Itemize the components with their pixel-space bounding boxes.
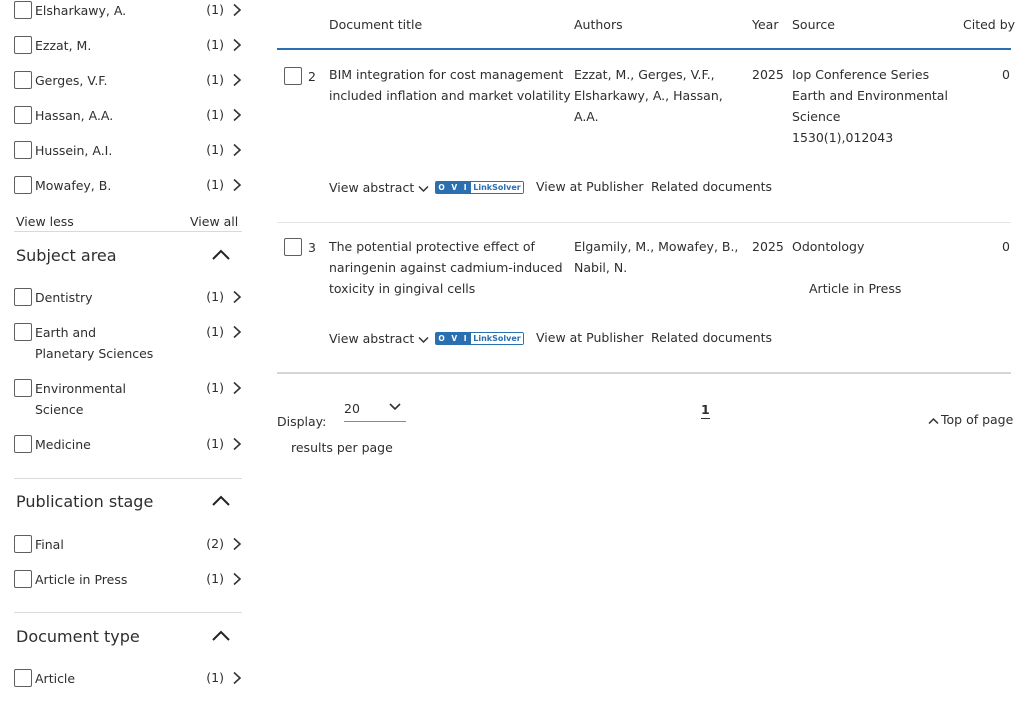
filter-label: Elsharkawy, A. [35, 3, 127, 18]
cited-by-count: 0 [1002, 239, 1010, 254]
year-cell: 2025 [752, 239, 784, 254]
publication-stage-badge: Article in Press [809, 281, 902, 296]
document-title-link[interactable]: naringenin against cadmium-induced [329, 260, 563, 275]
cited-by-count: 0 [1002, 67, 1010, 82]
document-title-link[interactable]: included inflation and market volatility [329, 88, 571, 103]
header-underline [277, 48, 1011, 50]
filter-label: Ezzat, M. [35, 38, 92, 53]
filter-count: (1) [206, 37, 224, 52]
author-text[interactable]: Elsharkawy, A., Hassan, [574, 88, 723, 103]
row-number: 2 [308, 69, 316, 84]
view-abstract-label: View abstract [329, 331, 415, 346]
chevron-up-icon[interactable] [211, 494, 231, 508]
results-per-page-label: results per page [291, 440, 393, 455]
column-header-title[interactable]: Document title [329, 17, 423, 32]
row-checkbox[interactable] [284, 67, 302, 85]
filter-checkbox[interactable] [14, 323, 32, 341]
divider [14, 231, 242, 232]
chevron-right-icon[interactable] [231, 178, 243, 192]
column-header-year[interactable]: Year [752, 17, 779, 32]
filter-checkbox[interactable] [14, 141, 32, 159]
filter-count: (1) [206, 670, 224, 685]
year-cell: 2025 [752, 67, 784, 82]
filter-label: Dentistry [35, 290, 93, 305]
ovid-logo: O V I D [436, 333, 471, 344]
table-bottom-divider [277, 372, 1011, 374]
filter-count: (1) [206, 2, 224, 17]
author-text[interactable]: Ezzat, M., Gerges, V.F., [574, 67, 715, 82]
filter-count: (1) [206, 177, 224, 192]
source-text: 1530(1),012043 [792, 130, 894, 145]
filter-count: (1) [206, 380, 224, 395]
chevron-right-icon[interactable] [231, 437, 243, 451]
filter-count: (1) [206, 289, 224, 304]
author-text[interactable]: A.A. [574, 109, 599, 124]
author-text[interactable]: Elgamily, M., Mowafey, B., [574, 239, 739, 254]
results-per-page-select[interactable] [344, 398, 406, 422]
chevron-down-icon [389, 402, 401, 411]
filter-count: (1) [206, 142, 224, 157]
filter-checkbox[interactable] [14, 106, 32, 124]
view-abstract-label: View abstract [329, 180, 415, 195]
filter-checkbox[interactable] [14, 1, 32, 19]
author-text[interactable]: Nabil, N. [574, 260, 628, 275]
filter-label: Hassan, A.A. [35, 108, 114, 123]
display-label: Display: [277, 414, 327, 429]
view-all-link[interactable]: View all [190, 214, 239, 229]
source-text: Earth and Environmental [792, 88, 948, 103]
chevron-right-icon[interactable] [231, 290, 243, 304]
row-checkbox[interactable] [284, 238, 302, 256]
filter-count: (2) [206, 536, 224, 551]
document-title-link[interactable]: toxicity in gingival cells [329, 281, 476, 296]
chevron-right-icon[interactable] [231, 325, 243, 339]
view-abstract-button[interactable] [329, 177, 429, 198]
linksolver-label: LinkSolver [471, 333, 523, 344]
filter-checkbox[interactable] [14, 176, 32, 194]
filter-label: Medicine [35, 437, 91, 452]
filter-count: (1) [206, 324, 224, 339]
ovid-linksolver-button[interactable] [435, 332, 524, 354]
related-documents-link[interactable]: Related documents [651, 330, 773, 345]
filter-label: Science [35, 402, 84, 417]
filter-label: Mowafey, B. [35, 178, 112, 193]
chevron-right-icon[interactable] [231, 108, 243, 122]
linksolver-label: LinkSolver [471, 182, 523, 193]
select-value: 20 [344, 401, 360, 416]
filter-count: (1) [206, 571, 224, 586]
chevron-up-icon[interactable] [211, 248, 231, 262]
filter-label: Hussein, A.I. [35, 143, 113, 158]
related-documents-link[interactable]: Related documents [651, 179, 773, 194]
divider [14, 612, 242, 613]
filter-checkbox[interactable] [14, 71, 32, 89]
filter-label: Earth and [35, 325, 97, 340]
document-title-link[interactable]: BIM integration for cost management [329, 67, 564, 82]
chevron-right-icon[interactable] [231, 671, 243, 685]
filter-label: Planetary Sciences [35, 346, 154, 361]
view-abstract-button[interactable] [329, 328, 429, 349]
chevron-right-icon[interactable] [231, 73, 243, 87]
row-number: 3 [308, 240, 316, 255]
column-header-source[interactable]: Source [792, 17, 835, 32]
source-text: Science [792, 109, 841, 124]
view-at-publisher-link[interactable]: View at Publisher [536, 330, 644, 345]
chevron-right-icon[interactable] [231, 143, 243, 157]
divider [14, 478, 242, 479]
filter-checkbox[interactable] [14, 379, 32, 397]
subject-area-title: Subject area [16, 246, 117, 265]
chevron-right-icon[interactable] [231, 38, 243, 52]
ovid-linksolver-button[interactable] [435, 181, 524, 203]
filter-label: Environmental [35, 381, 126, 396]
filter-count: (1) [206, 436, 224, 451]
chevron-down-icon [418, 185, 429, 193]
chevron-right-icon[interactable] [231, 537, 243, 551]
publication-stage-title: Publication stage [16, 492, 154, 511]
page-number-current[interactable]: 1 [701, 402, 710, 417]
chevron-right-icon[interactable] [231, 572, 243, 586]
top-of-page-label: Top of page [941, 412, 1014, 427]
row-divider [277, 222, 1011, 223]
chevron-right-icon[interactable] [231, 3, 243, 17]
filter-checkbox[interactable] [14, 36, 32, 54]
filter-label: Gerges, V.F. [35, 73, 108, 88]
column-header-authors[interactable]: Authors [574, 17, 623, 32]
filter-checkbox[interactable] [14, 288, 32, 306]
filter-label: Article [35, 671, 76, 686]
source-text: Iop Conference Series [792, 67, 930, 82]
filter-checkbox[interactable] [14, 435, 32, 453]
view-less-link[interactable]: View less [16, 214, 74, 229]
filter-label: Article in Press [35, 572, 128, 587]
filter-checkbox[interactable] [14, 535, 32, 553]
column-header-cited-by[interactable]: Cited by [963, 17, 1016, 32]
document-title-link[interactable]: The potential protective effect of [329, 239, 535, 254]
chevron-up-icon [928, 417, 939, 425]
top-of-page-link[interactable] [928, 409, 1013, 430]
filter-label: Final [35, 537, 64, 552]
chevron-down-icon [418, 336, 429, 344]
filter-checkbox[interactable] [14, 570, 32, 588]
ovid-logo: O V I D [436, 182, 471, 193]
view-at-publisher-link[interactable]: View at Publisher [536, 179, 644, 194]
filter-count: (1) [206, 107, 224, 122]
filter-count: (1) [206, 72, 224, 87]
chevron-right-icon[interactable] [231, 381, 243, 395]
document-type-title: Document type [16, 627, 140, 646]
source-text: Odontology [792, 239, 865, 254]
chevron-up-icon[interactable] [211, 629, 231, 643]
filter-checkbox[interactable] [14, 669, 32, 687]
